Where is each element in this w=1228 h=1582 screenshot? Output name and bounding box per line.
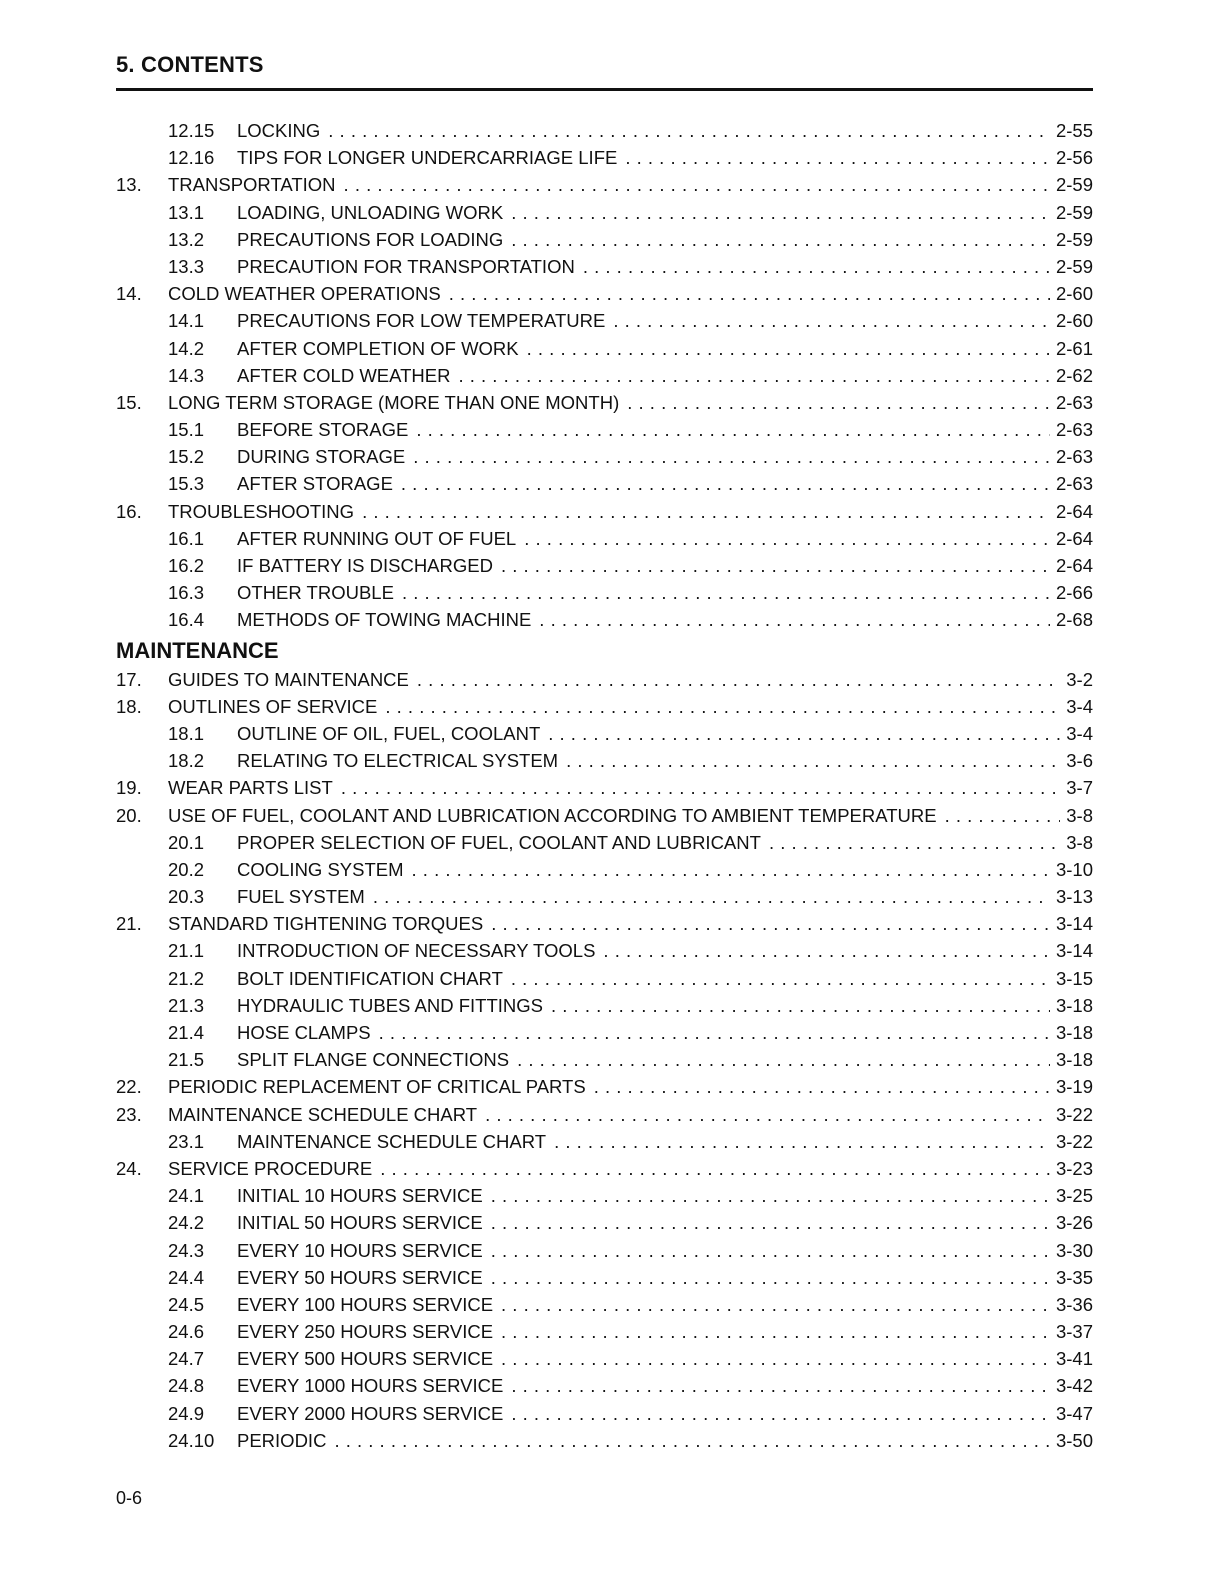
toc-entry-title: LONG TERM STORAGE (MORE THAN ONE MONTH) [168,391,620,413]
dot-leader [373,883,1050,910]
toc-entry-number: 20. [116,804,142,826]
toc-entry-page: 2-63 [1055,473,1093,495]
toc-entry-title: TIPS FOR LONGER UNDERCARRIAGE LIFE [237,147,618,169]
toc-entry-line [237,992,1093,1019]
toc-entry-title: BOLT IDENTIFICATION CHART [237,967,503,989]
toc-entry-title: TROUBLESHOOTING [168,500,355,522]
dot-leader [625,144,1050,171]
toc-entry-line [237,117,1093,144]
toc-entry-title: TRANSPORTATION [168,174,336,196]
toc-entry [116,965,1093,992]
toc-entry-title: COLD WEATHER OPERATIONS [168,283,441,305]
dot-leader [527,335,1050,362]
toc-entry [116,1073,1093,1100]
toc-entry-line [237,335,1093,362]
toc-entry-number: 16. [116,500,142,522]
toc-entry-line [237,1237,1093,1264]
toc-entry-title: PRECAUTIONS FOR LOADING [237,228,504,250]
dot-leader [491,910,1050,937]
toc-entry-page: 3-50 [1055,1429,1093,1451]
dot-leader [379,1019,1050,1046]
toc-entry-line [237,1318,1093,1345]
dot-leader [401,470,1050,497]
dot-leader [603,937,1050,964]
toc-entry-line [237,1046,1093,1073]
toc-entry-number: 16.3 [168,582,205,604]
toc-entry [116,199,1093,226]
toc-entry-line [168,910,1093,937]
toc-entry-title: SERVICE PROCEDURE [168,1157,373,1179]
toc-entry-number: 24.7 [168,1348,205,1370]
toc-entry-line [237,606,1093,633]
toc-entry-title: SPLIT FLANGE CONNECTIONS [237,1049,510,1071]
toc-entry-title: PERIODIC [237,1429,327,1451]
toc-entry [116,1019,1093,1046]
toc-entry [116,1400,1093,1427]
toc-entry [116,416,1093,443]
toc-entry-page: 3-7 [1066,777,1093,799]
toc-entry-line [237,443,1093,470]
toc-entry-page: 2-55 [1055,120,1093,141]
toc-entry-number: 24.10 [168,1429,215,1451]
toc-entry [116,720,1093,747]
toc-entry-number: 13.2 [168,228,205,250]
toc-entry-title: OTHER TROUBLE [237,582,394,604]
toc-entry-page: 3-26 [1055,1212,1093,1234]
toc-entry-line [237,1019,1093,1046]
toc-entry [116,829,1093,856]
toc-entry [116,802,1093,829]
toc-entry-number: 24. [116,1157,142,1179]
toc-entry-number: 20.1 [168,831,205,853]
dot-leader [945,802,1061,829]
toc-entry-title: LOADING, UNLOADING WORK [237,201,504,223]
toc-entry-title: INITIAL 50 HOURS SERVICE [237,1212,483,1234]
dot-leader [385,693,1060,720]
toc-entry [116,552,1093,579]
dot-leader [491,1237,1050,1264]
toc-entry-title: AFTER RUNNING OUT OF FUEL [237,527,517,549]
toc-entry-line [168,666,1093,693]
toc-entry-page: 2-60 [1055,283,1093,305]
toc-entry-title: EVERY 10 HOURS SERVICE [237,1239,483,1261]
toc-entry [116,335,1093,362]
toc-entry-page: 2-64 [1055,527,1093,549]
toc-entry [116,1318,1093,1345]
toc-entry-title: MAINTENANCE SCHEDULE CHART [237,1130,547,1152]
toc-entry-title: INTRODUCTION OF NECESSARY TOOLS [237,940,596,962]
toc-entry-line [168,1101,1093,1128]
toc-entry [116,1264,1093,1291]
dot-leader [511,965,1050,992]
toc-entry [116,498,1093,525]
toc-entry-line [168,774,1093,801]
toc-entry-title: BEFORE STORAGE [237,419,409,441]
toc-entry-line [237,1209,1093,1236]
toc-entry-number: 14.2 [168,337,205,359]
dot-leader [491,1209,1050,1236]
dot-leader [511,1372,1050,1399]
dot-leader [334,1427,1050,1454]
toc-entry-page: 3-14 [1055,913,1093,935]
toc-entry-number: 24.3 [168,1239,205,1261]
toc-entry [116,307,1093,334]
toc-entry-line [237,307,1093,334]
toc-entry-page: 2-60 [1055,310,1093,332]
toc-entry-page: 2-59 [1055,255,1093,277]
toc-entry-line [237,1291,1093,1318]
toc-entry-page: 3-42 [1055,1375,1093,1397]
toc-entry-page: 2-59 [1055,228,1093,250]
toc-entry-line [237,883,1093,910]
dot-leader [413,443,1050,470]
toc-entry-number: 24.2 [168,1212,205,1234]
toc-entry [116,1345,1093,1372]
toc-entry-number: 14. [116,283,142,305]
toc-entry-number: 24.5 [168,1293,205,1315]
toc-entry-page: 2-61 [1055,337,1093,359]
toc-entry [116,1155,1093,1182]
toc-entry-page: 2-66 [1055,582,1093,604]
dot-leader [539,606,1050,633]
toc-entry [116,856,1093,883]
toc-entry-title: PROPER SELECTION OF FUEL, COOLANT AND LUBRICANT [237,831,761,853]
toc-entry-page: 3-4 [1066,722,1093,744]
toc-entry [116,579,1093,606]
toc-entry [116,1128,1093,1155]
toc-entry-line [237,226,1093,253]
dot-leader [491,1264,1050,1291]
dot-leader [511,1400,1050,1427]
toc-entry-title: EVERY 100 HOURS SERVICE [237,1293,494,1315]
toc-entry-number: 24.8 [168,1375,205,1397]
toc-entry-number: 18.1 [168,722,205,744]
toc-entry-line [237,253,1093,280]
toc-entry [116,171,1093,198]
dot-leader [501,1291,1050,1318]
toc-entry-page: 3-18 [1055,994,1093,1016]
toc-entry-line [237,937,1093,964]
toc-entry-page: 2-64 [1055,500,1093,522]
toc-entry-page: 2-68 [1055,609,1093,631]
toc-entry [116,1209,1093,1236]
dot-leader [551,992,1050,1019]
toc-entry-page: 2-59 [1055,201,1093,223]
page-number: 0-6 [116,1488,143,1508]
toc-entry [116,443,1093,470]
toc-entry-title: INITIAL 10 HOURS SERVICE [237,1185,483,1207]
toc-entry-number: 12.15 [168,120,215,141]
toc-entry-number: 15.2 [168,446,205,468]
toc-entry-line [168,171,1093,198]
toc-entry-line [237,1264,1093,1291]
toc-entry [116,362,1093,389]
toc-entry-line [237,1427,1093,1454]
toc-entry [116,117,1093,144]
toc-entry-page: 2-63 [1055,391,1093,413]
dot-leader [501,552,1050,579]
toc-entry-line [237,1128,1093,1155]
section-heading-maintenance: MAINTENANCE [116,637,279,663]
toc-entry-number: 13. [116,174,142,196]
toc-entry-number: 13.3 [168,255,205,277]
dot-leader [417,666,1060,693]
toc-entry-title: AFTER STORAGE [237,473,393,495]
toc-entry-title: AFTER COLD WEATHER [237,364,451,386]
toc-entry-title: OUTLINES OF SERVICE [168,695,378,717]
toc-entry-number: 18.2 [168,750,205,772]
toc-entry [116,144,1093,171]
toc-entry-number: 19. [116,777,142,799]
toc-entry-number: 23.1 [168,1130,205,1152]
toc-entry-title: HYDRAULIC TUBES AND FITTINGS [237,994,543,1016]
toc-entry [116,1291,1093,1318]
toc-entry-title: PRECAUTIONS FOR LOW TEMPERATURE [237,310,606,332]
toc-entry-page: 2-62 [1055,364,1093,386]
page-title: 5. CONTENTS [116,52,264,77]
toc-entry-title: COOLING SYSTEM [237,858,404,880]
dot-leader [501,1345,1050,1372]
toc-entry-title: PERIODIC REPLACEMENT OF CRITICAL PARTS [168,1076,586,1098]
toc-entry [116,883,1093,910]
toc-entry-page: 3-23 [1055,1157,1093,1179]
toc-entry-line [168,1155,1093,1182]
toc-entry-number: 21.4 [168,1022,205,1043]
toc-entry-line [237,720,1093,747]
dot-leader [627,389,1050,416]
toc-entry-number: 14.3 [168,364,205,386]
toc-entry-number: 14.1 [168,310,205,332]
toc-entry-line [237,856,1093,883]
toc-entry-number: 17. [116,668,142,690]
toc-group-operation [116,117,1093,634]
toc-entry-page: 3-18 [1055,1049,1093,1071]
toc-entry [116,1101,1093,1128]
toc-entry-page: 3-8 [1066,804,1093,826]
toc-entry-line [237,747,1093,774]
toc-entry-number: 21.5 [168,1049,205,1071]
toc-entry-page: 3-4 [1066,695,1093,717]
toc-entry-number: 24.9 [168,1402,205,1424]
toc-entry-page: 2-59 [1055,174,1093,196]
toc-entry-title: EVERY 250 HOURS SERVICE [237,1321,494,1343]
toc-entry-line [168,498,1093,525]
toc-entry-number: 21. [116,913,142,935]
toc-entry [116,747,1093,774]
toc-entry-number: 23. [116,1103,142,1125]
toc-entry-line [237,144,1093,171]
toc-entry [116,910,1093,937]
toc-entry-number: 15. [116,391,142,413]
toc-entry-title: LOCKING [237,120,321,141]
toc-entry-line [168,693,1093,720]
dot-leader [402,579,1050,606]
toc-entry [116,1372,1093,1399]
toc-entry [116,389,1093,416]
toc-entry-line [237,416,1093,443]
dot-leader [458,362,1050,389]
toc-entry-line [168,1073,1093,1100]
toc-entry-number: 24.4 [168,1266,205,1288]
toc-entry-number: 24.6 [168,1321,205,1343]
toc-entry-title: PRECAUTION FOR TRANSPORTATION [237,255,575,277]
toc-entry-page: 3-19 [1055,1076,1093,1098]
toc-entry-title: WEAR PARTS LIST [168,777,333,799]
dot-leader [501,1318,1050,1345]
toc-entry [116,774,1093,801]
toc-entry-page: 3-41 [1055,1348,1093,1370]
toc-entry-page: 3-13 [1055,886,1093,908]
dot-leader [341,774,1060,801]
toc-entry-title: RELATING TO ELECTRICAL SYSTEM [237,750,559,772]
toc-entry-page: 2-63 [1055,446,1093,468]
toc-entry-page: 2-63 [1055,419,1093,441]
toc-entry-number: 21.3 [168,994,205,1016]
toc-entry [116,1182,1093,1209]
toc-entry-page: 3-10 [1055,858,1093,880]
toc-entry-page: 3-2 [1066,668,1093,690]
toc-entry [116,1237,1093,1264]
toc-entry-title: EVERY 50 HOURS SERVICE [237,1266,483,1288]
toc-entry-line [237,579,1093,606]
toc-entry-line [237,1182,1093,1209]
toc-entry-number: 12.16 [168,147,215,169]
toc-entry-title: OUTLINE OF OIL, FUEL, COOLANT [237,722,541,744]
toc-entry [116,693,1093,720]
toc-entry-line [237,525,1093,552]
toc-entry-title: GUIDES TO MAINTENANCE [168,668,409,690]
toc-entry-title: EVERY 2000 HOURS SERVICE [237,1402,504,1424]
toc-entry [116,666,1093,693]
toc-entry-number: 21.1 [168,940,205,962]
toc-entry-number: 15.1 [168,419,205,441]
toc-entry-number: 20.2 [168,858,205,880]
toc-entry-page: 3-18 [1055,1022,1093,1043]
toc-entry-line [237,965,1093,992]
dot-leader [511,226,1050,253]
toc-entry-title: DURING STORAGE [237,446,406,468]
toc-entry-page: 3-36 [1055,1293,1093,1315]
toc-entry-page: 3-15 [1055,967,1093,989]
dot-leader [449,280,1050,307]
toc-entry-line [237,199,1093,226]
toc-entry [116,253,1093,280]
toc-entry [116,606,1093,633]
title-divider [116,88,1093,91]
dot-leader [769,829,1060,856]
toc-entry-number: 16.2 [168,555,205,576]
toc-entry [116,226,1093,253]
toc-entry-number: 16.4 [168,609,205,631]
toc-entry-title: AFTER COMPLETION OF WORK [237,337,519,359]
toc-entry-page: 3-25 [1055,1185,1093,1207]
dot-leader [380,1155,1050,1182]
dot-leader [485,1101,1050,1128]
toc-entry-line [237,1345,1093,1372]
toc-entry-number: 21.2 [168,967,205,989]
toc-entry-title: IF BATTERY IS DISCHARGED [237,555,493,576]
dot-leader [594,1073,1050,1100]
toc-entry-number: 18. [116,695,142,717]
toc-entry-page: 3-22 [1055,1103,1093,1125]
toc-entry-number: 24.1 [168,1185,205,1207]
dot-leader [416,416,1050,443]
toc-entry-line [168,280,1093,307]
toc-entry-line [168,389,1093,416]
toc-entry [116,470,1093,497]
dot-leader [554,1128,1050,1155]
dot-leader [511,199,1050,226]
toc-entry-line [237,829,1093,856]
toc-group-maintenance [116,666,1093,1454]
toc-entry-number: 15.3 [168,473,205,495]
toc-entry-title: STANDARD TIGHTENING TORQUES [168,913,484,935]
toc-entry-number: 16.1 [168,527,205,549]
dot-leader [344,171,1050,198]
toc-entry-line [168,802,1093,829]
toc-entry-title: FUEL SYSTEM [237,886,365,908]
toc-entry-number: 22. [116,1076,142,1098]
dot-leader [524,525,1050,552]
toc-entry-line [237,1400,1093,1427]
toc-entry-number: 20.3 [168,886,205,908]
dot-leader [362,498,1050,525]
toc-entry [116,525,1093,552]
toc-entry-title: USE OF FUEL, COOLANT AND LUBRICATION ACCORDING TO AMBIENT TEMPERATURE [168,804,937,826]
toc-entry-page: 3-30 [1055,1239,1093,1261]
toc-entry-page: 3-22 [1055,1130,1093,1152]
toc-entry-line [237,552,1093,579]
toc-entry-title: EVERY 1000 HOURS SERVICE [237,1375,504,1397]
toc-entry-page: 3-8 [1066,831,1093,853]
dot-leader [517,1046,1050,1073]
toc-entry [116,1046,1093,1073]
toc-entry-page: 2-64 [1055,555,1093,576]
toc-entry-page: 3-35 [1055,1266,1093,1288]
dot-leader [548,720,1060,747]
dot-leader [583,253,1050,280]
toc-entry-line [237,470,1093,497]
toc-entry-title: MAINTENANCE SCHEDULE CHART [168,1103,478,1125]
toc-entry [116,937,1093,964]
toc-entry-page: 3-37 [1055,1321,1093,1343]
toc-entry-line [237,362,1093,389]
toc-entry-page: 3-6 [1066,750,1093,772]
toc-entry [116,992,1093,1019]
table-of-contents [116,117,1093,1454]
toc-entry [116,1427,1093,1454]
toc-entry-title: EVERY 500 HOURS SERVICE [237,1348,494,1370]
toc-entry-title: HOSE CLAMPS [237,1022,371,1043]
toc-entry-line [237,1372,1093,1399]
dot-leader [328,117,1050,144]
dot-leader [566,747,1060,774]
dot-leader [491,1182,1050,1209]
dot-leader [412,856,1050,883]
toc-entry-number: 13.1 [168,201,205,223]
toc-entry-title: METHODS OF TOWING MACHINE [237,609,532,631]
toc-entry-page: 3-14 [1055,940,1093,962]
dot-leader [613,307,1050,334]
toc-entry-page: 2-56 [1055,147,1093,169]
toc-entry [116,280,1093,307]
toc-entry-page: 3-47 [1055,1402,1093,1424]
